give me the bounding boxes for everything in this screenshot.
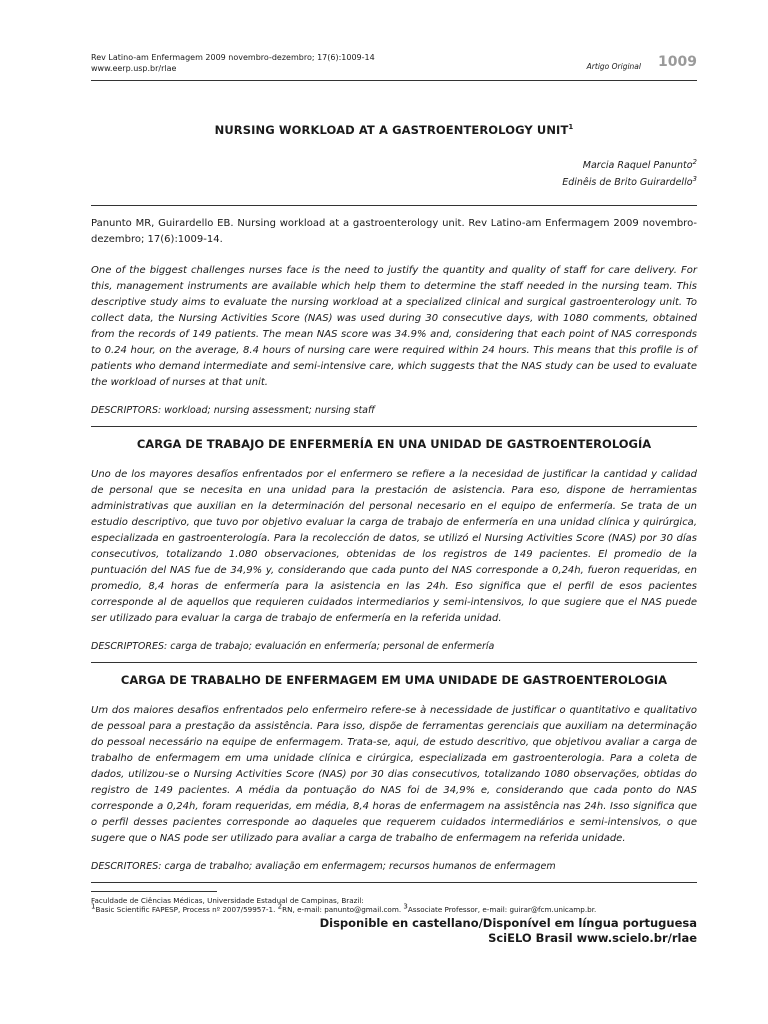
page-number: 1009	[658, 54, 697, 70]
journal-citation-line: Rev Latino-am Enfermagem 2009 novembro-dezembro; 17(6):1009-14	[91, 53, 375, 62]
title-footnote-marker: 1	[568, 123, 574, 132]
article-title	[91, 123, 697, 137]
article-title-text: NURSING WORKLOAD AT A GASTROENTEROLOGY UNIT	[214, 123, 569, 137]
abstract-spanish: Uno de los mayores desafíos enfrentados por el enfermero se refiere a la necesidad de justificar la cantidad y calidad de personal que se necesita en una unidad para la prestación de asistencia. Para eso, dispone de herramientas administrativas que auxilian en la determinación del personal necesario en el equipo de enfermería. Se trata de un estudio descriptivo, que tuvo por objetivo evaluar la carga de trabajo de enfermería en una unidad clínica y quirúrgica, especializada en gastroenterología. Para la recolección de datos, se utilizó el Nursing Activities Score (NAS) por 30 días consecutivos, totalizando 1.080 observaciones, obtenidas de los registros de 149 pacientes. El promedio de la puntuación del NAS fue de 34,9% y, considerando que cada punto del NAS corresponde a 0,24h, fueron requeridas, en promedio, 8,4 horas de enfermería para la asistencia en las 24h. Eso significa que el perfil de esos pacientes corresponde al de aquellos que requieren cuidados intermediarios y semi-intensivos, lo que sugiere que el NAS puede ser utilizado para evaluar la carga de trabajo de enfermería en la referida unidad.	[91, 469, 697, 624]
footnote-author-3: Associate Professor, e-mail: guirar@fcm.unicamp.br.	[407, 905, 597, 914]
footnote-marker: 2	[277, 902, 283, 911]
author-list	[91, 157, 697, 191]
footnote-author-2: RN, e-mail: panunto@gmail.com.	[282, 905, 404, 914]
article-page	[91, 0, 697, 946]
journal-info	[91, 52, 375, 74]
footnote-affiliation: Faculdade de Ciências Médicas, Universidade Estadual de Campinas, Brazil:	[91, 896, 364, 905]
journal-url[interactable]: www.eerp.usp.br/rlae	[91, 64, 177, 73]
footnote-divider	[91, 891, 217, 892]
footnotes	[91, 896, 697, 914]
footnote-notes	[91, 902, 697, 914]
descriptors-english: DESCRIPTORS: workload; nursing assessment; nursing staff	[91, 405, 375, 416]
divider	[91, 662, 697, 663]
availability-note	[91, 916, 697, 946]
author-footnote-marker: 3	[692, 174, 697, 183]
footnote-funding: Basic Scientific FAPESP, Process nº 2007/59957-1.	[95, 905, 278, 914]
citation: Panunto MR, Guirardello EB. Nursing workload at a gastroenterology unit. Rev Latino-am Enfermagem 2009 novembro-dezembro; 17(6):1009-14.	[91, 218, 697, 245]
author	[91, 157, 697, 174]
divider	[91, 205, 697, 206]
author-footnote-marker: 2	[692, 157, 697, 166]
author-name: Marcia Raquel Panunto	[582, 160, 693, 171]
abstract-portuguese: Um dos maiores desafios enfrentados pelo enfermeiro refere-se à necessidade de justificar o quantitativo e qualitativo de pessoal para a prestação da assistência. Para isso, dispõe de ferramentas gerenciais que auxiliam na determinação do pessoal necessário na equipe de enfermagem. Trata-se, aqui, de estudo descritivo, que objetivou avaliar a carga de trabalho de enfermagem em uma unidade clínica e cirúrgica, especializada em gastroenterologia. Para a coleta de dados, utilizou-se o Nursing Activities Score (NAS) por 30 dias consecutivos, totalizando 1080 observações, obtidas do registro de 149 pacientes. A média da pontuação do NAS foi de 34,9% e, considerando que cada ponto do NAS corresponde a 0,24h, foram requeridas, em média, 8,4 horas de enfermagem na assistência nas 24h. Isso significa que o perfil desses pacientes corresponde ao daqueles que requerem cuidados intermediários e semi-intensivos, o que sugere que o NAS pode ser utilizado para avaliar a carga de trabalho de enfermagem na referida unidade.	[91, 705, 697, 844]
author	[91, 174, 697, 191]
title-portuguese: CARGA DE TRABALHO DE ENFERMAGEM EM UMA UNIDADE DE GASTROENTEROLOGIA	[120, 673, 668, 687]
page-header	[91, 0, 697, 81]
language-availability: Disponible en castellano/Disponível em língua portuguesa	[319, 916, 697, 930]
footnote-marker: 3	[403, 902, 408, 911]
title-spanish: CARGA DE TRABAJO DE ENFERMERÍA EN UNA UNIDAD DE GASTROENTEROLOGÍA	[136, 437, 652, 451]
divider	[91, 426, 697, 427]
descriptors-spanish: DESCRIPTORES: carga de trabajo; evaluación en enfermería; personal de enfermería	[91, 641, 495, 652]
descriptors-portuguese: DESCRITORES: carga de trabalho; avaliação em enfermagem; recursos humanos de enfermagem	[91, 861, 556, 872]
footnote-marker: 1	[91, 902, 96, 911]
scielo-link[interactable]: SciELO Brasil www.scielo.br/rlae	[488, 931, 697, 945]
author-name: Edinêis de Brito Guirardello	[562, 177, 693, 188]
divider	[91, 882, 697, 883]
abstract-english: One of the biggest challenges nurses face is the need to justify the quantity and quality of staff for care delivery. For this, management instruments are available which help them to determine the staff needed in the nursing team. This descriptive study aims to evaluate the nursing workload at a specialized clinical and surgical gastroenterology unit. To collect data, the Nursing Activities Score (NAS) was used during 30 consecutive days, with 1080 comments, obtained from the records of 149 patients. The mean NAS score was 34.9% and, considering that each point of NAS corresponds to 0.24 hour, on the average, 8.4 hours of nursing care were required within 24 hours. This means that this profile is of patients who demand intermediate and semi-intensive care, which suggests that the NAS study can be used to evaluate the workload of nurses at that unit.	[91, 265, 697, 388]
section-label: Artigo Original	[586, 62, 641, 71]
